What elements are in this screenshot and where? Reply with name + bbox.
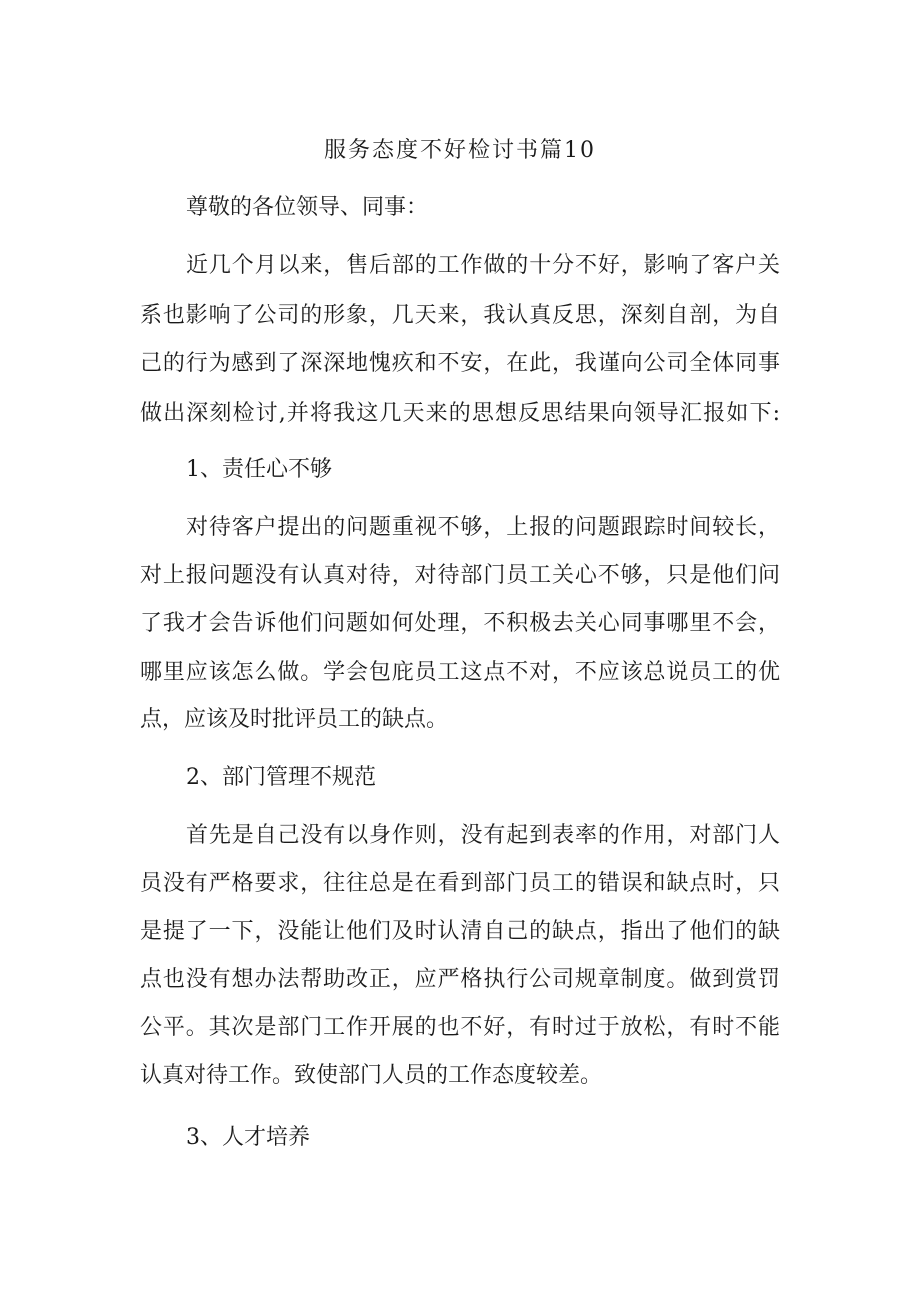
- paragraph-line: 点也没有想办法帮助改正，应严格执行公司规章制度。做到赏罚: [140, 967, 780, 992]
- paragraph-line: 点，应该及时批评员工的缺点。: [140, 707, 449, 732]
- paragraph-line: 认真对待工作。致使部门人员的工作态度较差。: [140, 1063, 603, 1088]
- paragraph-line: 员没有严格要求，往往总是在看到部门员工的错误和缺点时，只: [140, 871, 780, 896]
- section-heading-3: 3、人才培养: [186, 1125, 310, 1150]
- paragraph-line: 近几个月以来，售后部的工作做的十分不好，影响了客户关: [186, 253, 780, 278]
- paragraph-line: 系也影响了公司的形象，几天来，我认真反思，深刻自剖，为自: [140, 303, 780, 328]
- paragraph-line: 是提了一下，没能让他们及时认清自己的缺点，指出了他们的缺: [140, 919, 780, 944]
- paragraph-line: 做出深刻检讨,并将我这几天来的思想反思结果向领导汇报如下:: [140, 401, 780, 426]
- salutation: 尊敬的各位领导、同事：: [186, 195, 429, 220]
- paragraph-line: 己的行为感到了深深地愧疚和不安，在此，我谨向公司全体同事: [140, 351, 780, 376]
- paragraph-line: 了我才会告诉他们问题如何处理，不积极去关心同事哪里不会，: [140, 611, 780, 636]
- document-title: 服务态度不好检讨书篇10: [324, 138, 596, 163]
- paragraph-line: 公平。其次是部门工作开展的也不好，有时过于放松，有时不能: [140, 1015, 780, 1040]
- section-heading-2: 2、部门管理不规范: [186, 765, 376, 790]
- paragraph-line: 首先是自己没有以身作则，没有起到表率的作用，对部门人: [186, 823, 780, 848]
- paragraph-line: 对上报问题没有认真对待，对待部门员工关心不够，只是他们问: [140, 563, 780, 588]
- paragraph-line: 对待客户提出的问题重视不够，上报的问题跟踪时间较长，: [186, 515, 780, 540]
- section-heading-1: 1、责任心不够: [186, 457, 332, 482]
- paragraph-line: 哪里应该怎么做。学会包庇员工这点不对，不应该总说员工的优: [140, 660, 780, 685]
